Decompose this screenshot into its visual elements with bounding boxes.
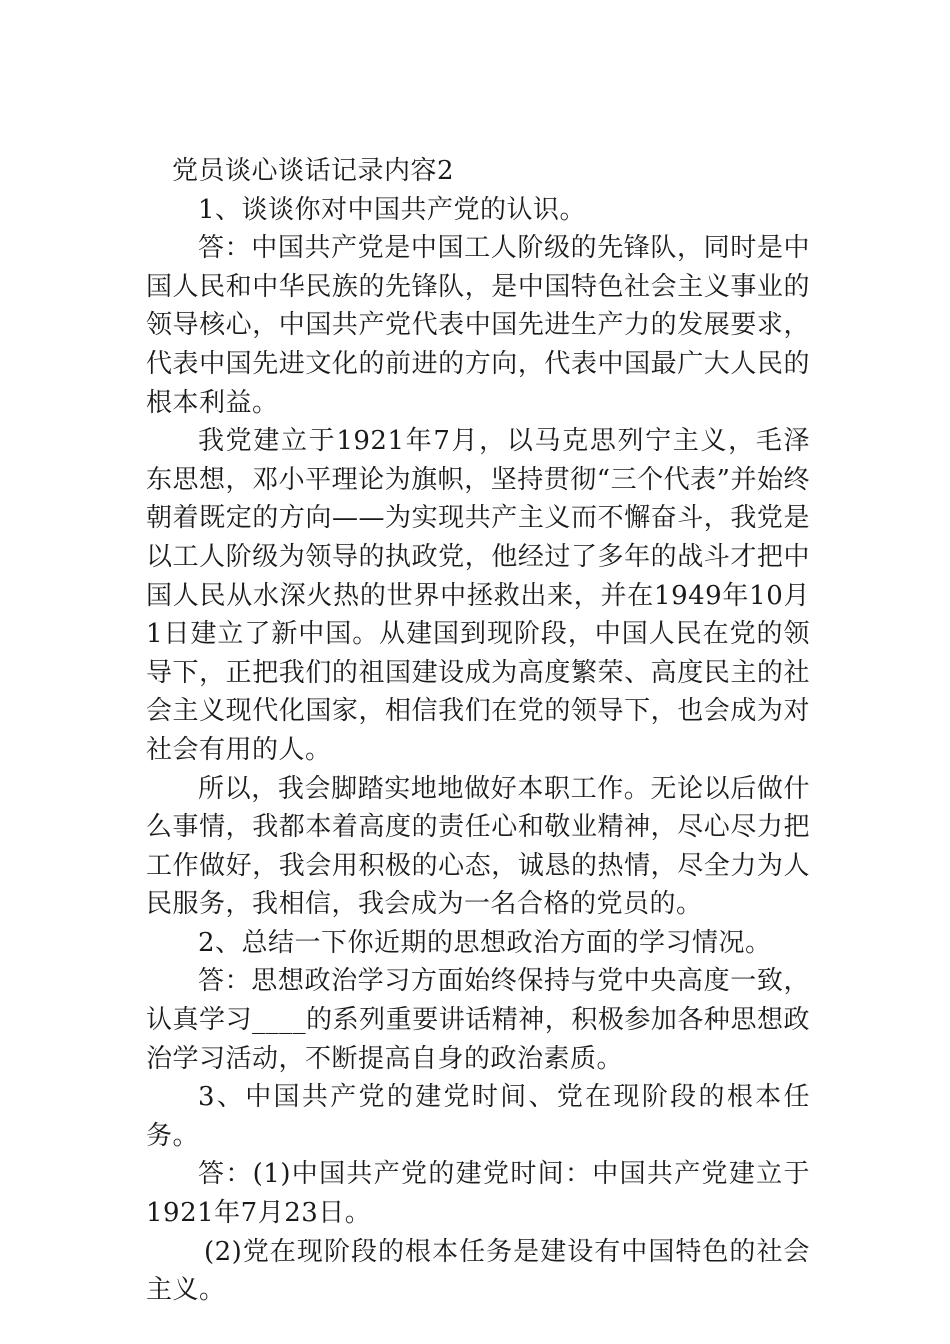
answer-1-paragraph-3: 所以，我会脚踏实地地做好本职工作。无论以后做什么事情，我都本着高度的责任心和敬业精神，尽心尽力把工作做好，我会用积极的心态，诚恳的热情，尽全力为人民服务，我相信，我会成为一名合格的党员的。 xyxy=(146,773,810,920)
document-title: 党员谈心谈话记录内容2 xyxy=(172,156,455,186)
question-3: 3、中国共产党的建党时间、党在现阶段的根本任务。 xyxy=(146,1082,810,1151)
answer-3-part-2: (2)党在现阶段的根本任务是建设有中国特色的社会主义。 xyxy=(146,1236,810,1306)
answer-2: 答：思想政治学习方面始终保持与党中央高度一致，认真学习____的系列重要讲话精神，积极参加各种思想政治学习活动，不断提高自身的政治素质。 xyxy=(146,966,810,1074)
answer-1-paragraph-2: 我党建立于1921年7月，以马克思列宁主义，毛泽东思想，邓小平理论为旗帜，坚持贯彻“三个代表”并始终朝着既定的方向——为实现共产主义而不懈奋斗，我党是以工人阶级为领导的执政党，他经过了多年的战斗才把中国人民从水深火热的世界中拯救出来，并在1949年10月1日建立了新中国。从建国到现阶段，中国人民在党的领导下，正把我们的祖国建设成为高度繁荣、高度民主的社会主义现代化国家，相信我们在党的领导下，也会成为对社会有用的人。 xyxy=(146,426,810,765)
document-body xyxy=(146,152,810,1310)
answer-3-part-1: 答：(1)中国共产党的建党时间：中国共产党建立于1921年7月23日。 xyxy=(146,1159,810,1229)
answer-1-paragraph-1: 答：中国共产党是中国工人阶级的先锋队，同时是中国人民和中华民族的先锋队，是中国特色社会主义事业的领导核心，中国共产党代表中国先进生产力的发展要求，代表中国先进文化的前进的方向，代表中国最广大人民的根本利益。 xyxy=(146,233,810,418)
question-2: 2、总结一下你近期的思想政治方面的学习情况。 xyxy=(198,927,772,958)
question-1: 1、谈谈你对中国共产党的认识。 xyxy=(198,194,587,225)
